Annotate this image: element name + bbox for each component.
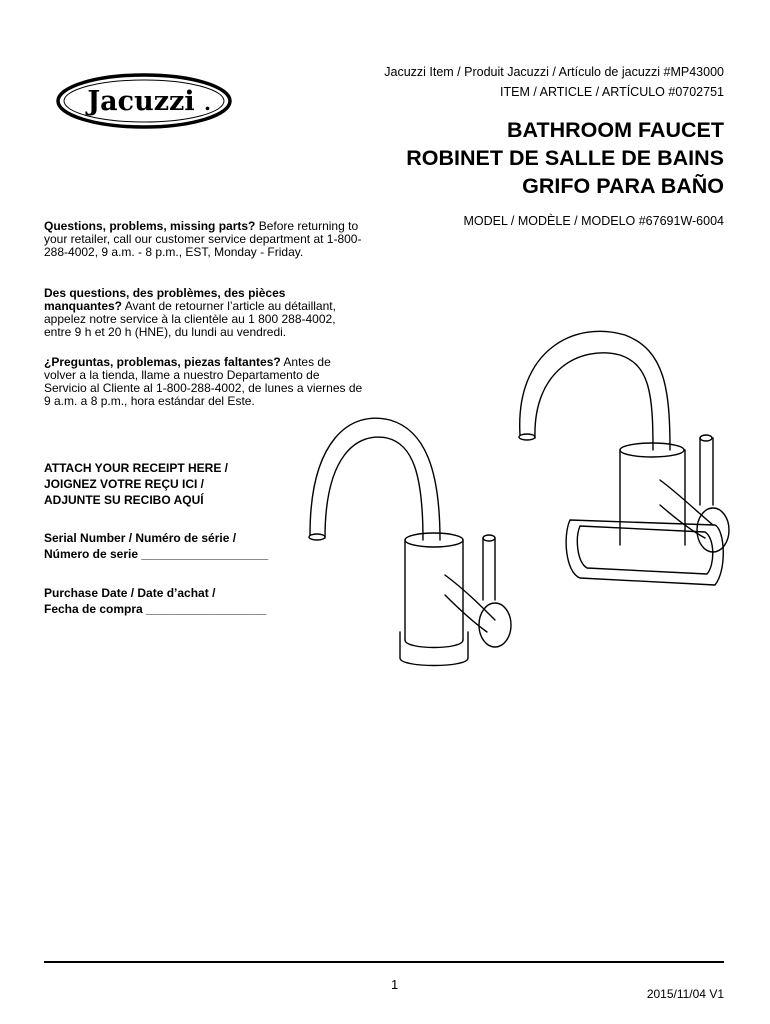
purchase-date-blank: Fecha de compra __________________ (44, 602, 267, 616)
purchase-date-label: Purchase Date / Date d’achat / (44, 586, 216, 600)
attach-receipt-french: JOIGNEZ VOTRE REÇU ICI / (44, 477, 205, 491)
logo-dot: . (204, 91, 211, 115)
questions-spanish-lead: ¿Preguntas, problemas, piezas faltantes? (44, 355, 281, 369)
serial-number-label: Serial Number / Numéro de série / (44, 531, 237, 545)
title-english: BATHROOM FAUCET (507, 118, 724, 142)
attach-receipt-spanish: ADJUNTE SU RECIBO AQUÍ (44, 493, 204, 507)
logo-wordmark: Jacuzzi (87, 86, 195, 117)
questions-english-text: Before returning to your retailer, call our customer service department at 1-800-288-4002, 9 a.m. - 8 p.m., EST, Monday - Friday. (44, 219, 362, 259)
title-spanish: GRIFO PARA BAÑO (522, 174, 724, 198)
document-version: 2015/11/04 V1 (646, 987, 724, 1001)
faucet-right-drawing (519, 331, 729, 585)
serial-number-field (44, 530, 268, 562)
attach-receipt-english: ATTACH YOUR RECEIPT HERE / (44, 461, 229, 475)
faucet-illustration (295, 310, 735, 680)
footer-divider (44, 961, 724, 963)
attach-receipt-label (44, 460, 228, 508)
questions-english-lead: Questions, problems, missing parts? (44, 219, 256, 233)
questions-english (44, 220, 364, 259)
model-number-line: MODEL / MODÈLE / MODELO #67691W-6004 (463, 214, 724, 228)
questions-spanish-text: Antes de volver a la tienda, llame a nuestro Departamento de Servicio al Cliente al 1-800-288-4002, de lunes a viernes de 9 a.m. a 8 p.m., hora estándar del Este. (44, 355, 363, 408)
item-number-line: Jacuzzi Item / Produit Jacuzzi / Artículo de jacuzzi #MP43000 (384, 65, 724, 79)
purchase-date-field (44, 585, 266, 617)
product-title (406, 116, 724, 200)
title-french: ROBINET DE SALLE DE BAINS (406, 146, 724, 170)
faucet-left-drawing (309, 418, 511, 665)
questions-french-lead: Des questions, des problèmes, des pièces manquantes? (44, 286, 286, 313)
article-number-line: ITEM / ARTICLE / ARTÍCULO #0702751 (500, 85, 724, 99)
page-number: 1 (391, 977, 399, 992)
questions-french-text: Avant de retourner l’article au détaillant, appelez notre service à la clientèle au 1 800 288-4002, entre 9 h et 20 h (HNE), du lundi au vendredi. (44, 299, 336, 339)
serial-number-blank: Número de serie ___________________ (44, 547, 269, 561)
jacuzzi-logo (55, 72, 233, 130)
